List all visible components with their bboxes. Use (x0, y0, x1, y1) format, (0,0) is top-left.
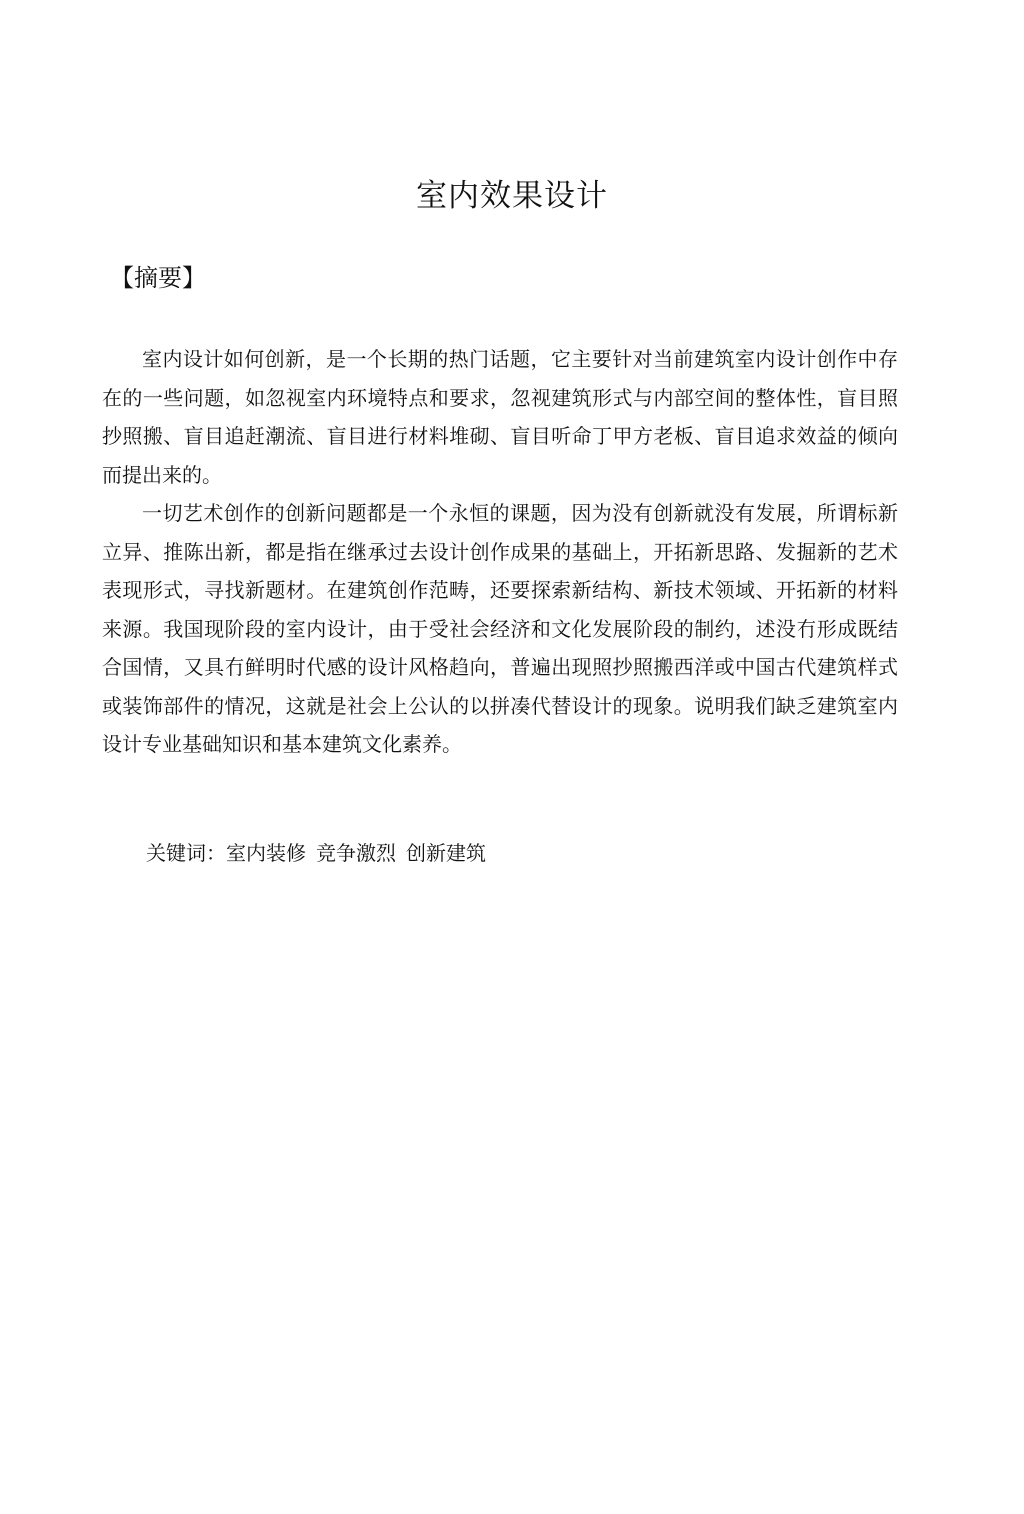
document-title: 室内效果设计 (416, 178, 608, 214)
abstract-paragraph-1: 室内设计如何创新，是一个长期的热门话题，它主要针对当前建筑室内设计创作中存在的一些问题，如忽视室内环境特点和要求，忽视建筑形式与内部空间的整体性，盲目照抄照搬、盲目追赶潮流、盲目进行材料堆砌、盲目听命丁甲方老板、盲目追求效益的倾向而提出来的。 (102, 347, 898, 487)
keyword-item: 竞争激烈 (316, 841, 396, 865)
abstract-body (102, 340, 898, 764)
keywords-line (146, 835, 486, 871)
abstract-heading: 【摘要】 (110, 264, 206, 292)
keyword-item: 室内装修 (226, 841, 306, 865)
keyword-item: 创新建筑 (406, 841, 486, 865)
abstract-paragraph-2: 一切艺术创作的创新问题都是一个永恒的课题，因为没有创新就没有发展，所谓标新立异、推陈出新，都是指在继承过去设计创作成果的基础上，开拓新思路、发掘新的艺术表现形式，寻找新题材。在建筑创作范畴，还要探索新结构、新技术领域、开拓新的材料来源。我国现阶段的室内设计，由于受社会经济和文化发展阶段的制约，述没冇形成既结合国情，又具冇鲜明时代感的设计风格趋向，普遍出现照抄照搬西洋或中国古代建筑样式或装饰部件的情况，这就是社会上公认的以拼凑代替设计的现象。说明我们缺乏建筑室内设计专业基础知识和基本建筑文化素养。 (102, 501, 898, 756)
keywords-label: 关键词： (146, 841, 226, 865)
